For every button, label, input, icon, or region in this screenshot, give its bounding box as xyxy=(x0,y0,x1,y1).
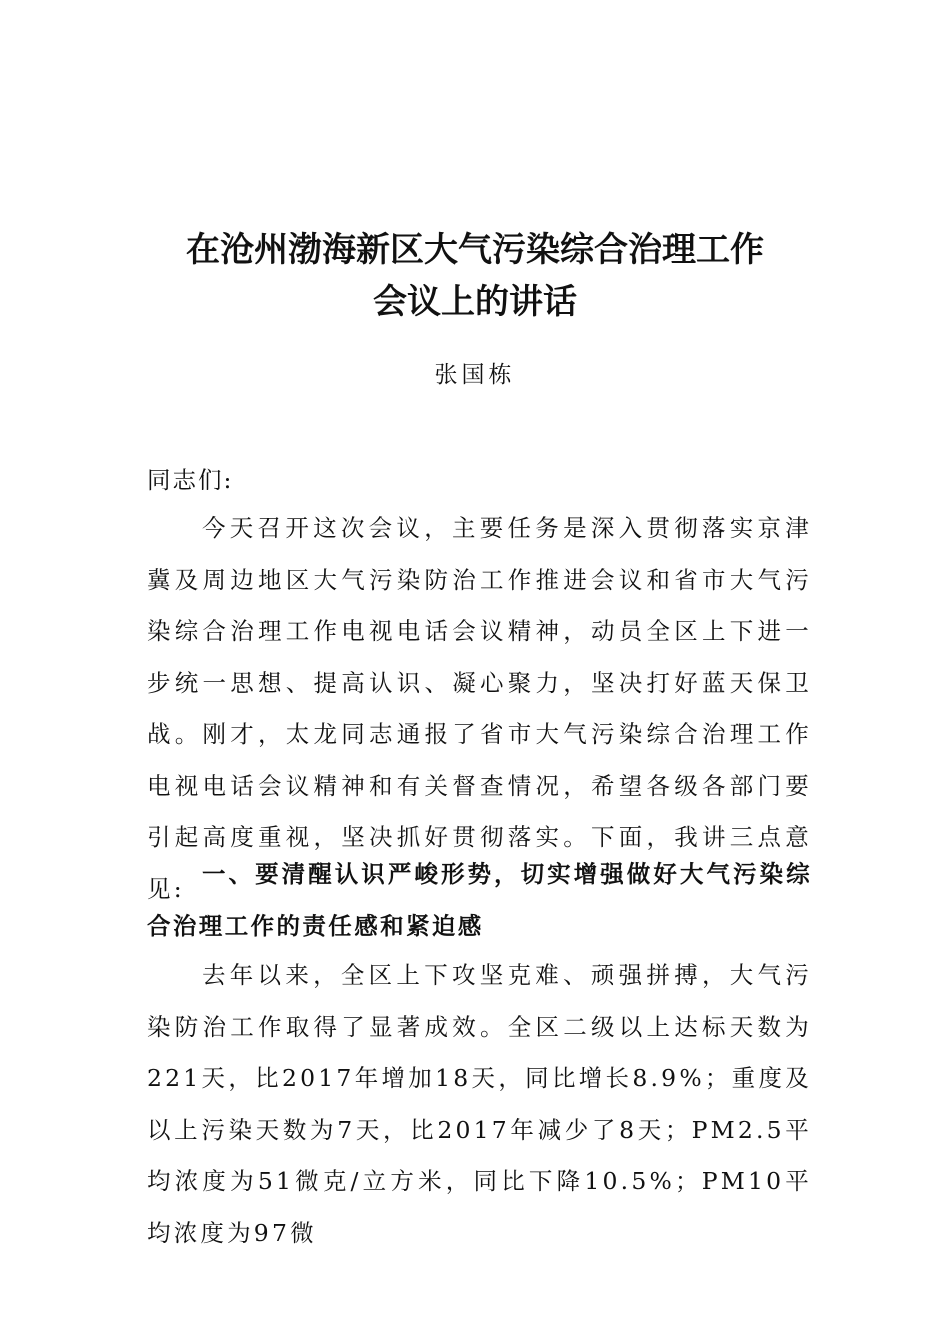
document-title-line-1: 在沧州渤海新区大气污染综合治理工作 xyxy=(186,230,764,270)
body-paragraph-1: 今天召开这次会议，主要任务是深入贯彻落实京津冀及周边地区大气污染防治工作推进会议和省市大气污染综合治理工作电视电话会议精神，动员全区上下进一步统一思想、提高认识、凝心聚力，坚决打好蓝天保卫战。刚才，太龙同志通报了省市大气污染综合治理工作电视电话会议精神和有关督查情况，希望各级各部门要引起高度重视，坚决抓好贯彻落实。下面，我讲三点意见: xyxy=(147,514,812,903)
author-name: 张国栋 xyxy=(434,362,516,388)
document-title-line-2: 会议上的讲话 xyxy=(373,282,577,322)
greeting: 同志们: xyxy=(147,466,234,494)
body-paragraph-2: 去年以来，全区上下攻坚克难、顽强拼搏，大气污染防治工作取得了显著成效。全区二级以上达标天数为221天，比2017年增加18天，同比增长8.9%；重度及以上污染天数为7天，比2017年减少了8天；PM2.5平均浓度为51微克/立方米，同比下降10.5%；PM10平均浓度为97微 xyxy=(147,961,812,1247)
section-heading-1: 一、要清醒认识严峻形势，切实增强做好大气污染综合治理工作的责任感和紧迫感 xyxy=(147,860,812,940)
